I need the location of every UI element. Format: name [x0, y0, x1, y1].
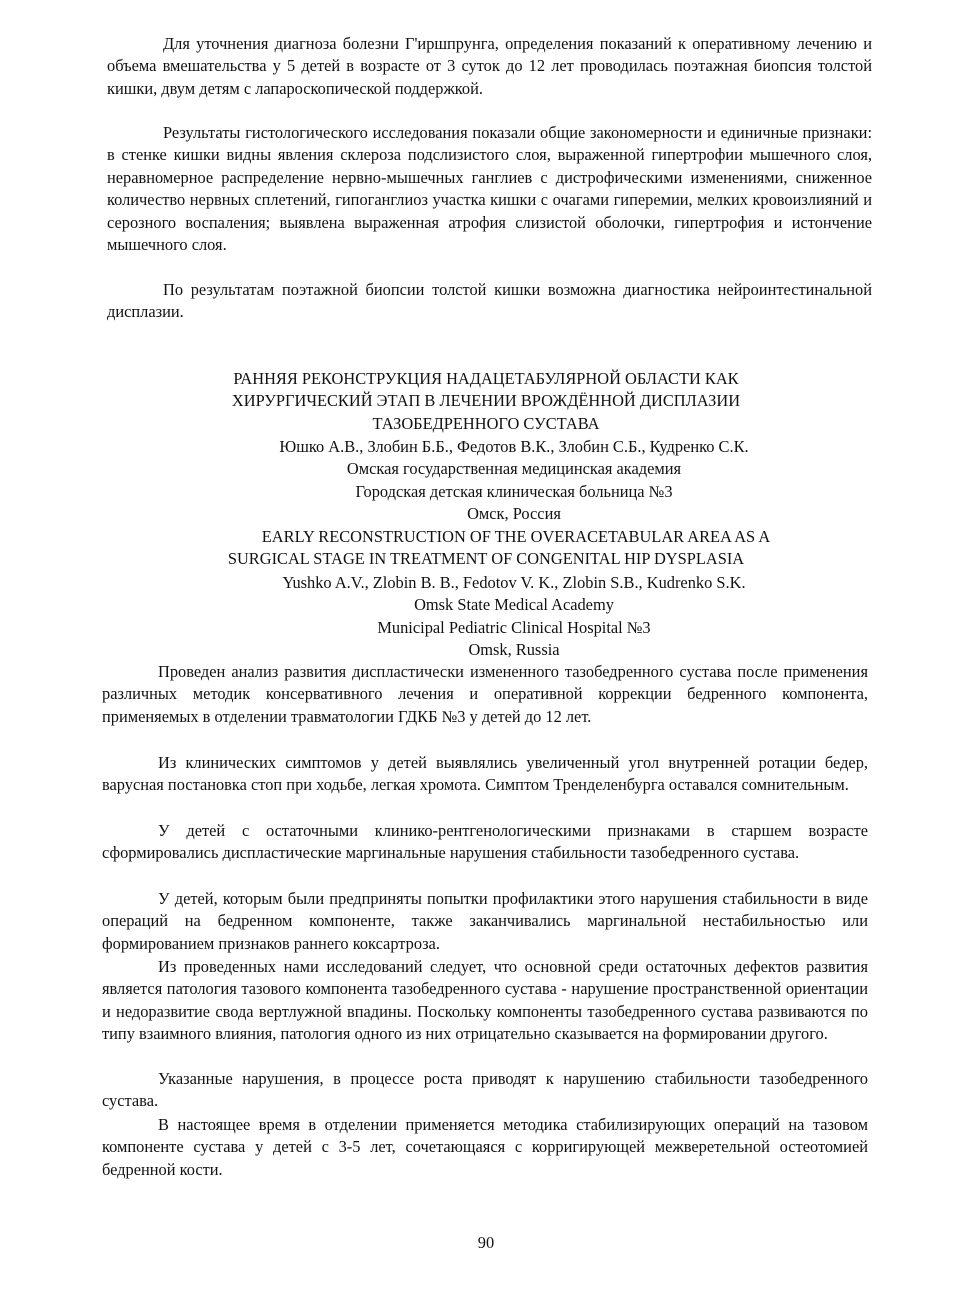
title-ru-line-2: ХИРУРГИЧЕСКИЙ ЭТАП В ЛЕЧЕНИИ ВРОЖДЁННОЙ ДИСПЛАЗИИ	[231, 391, 741, 411]
city-en: Omsk, Russia	[468, 640, 560, 660]
article-title-ru	[0, 368, 972, 435]
authors-en: Yushko A.V., Zlobin B. B., Fedotov V. K., Zlobin S.B., Kudrenko S.K.	[282, 573, 746, 592]
title-en-line-2: SURGICAL STAGE IN TREATMENT OF CONGENITAL HIP DYSPLASIA	[227, 549, 745, 569]
city-ru: Омск, Россия	[467, 504, 561, 524]
authors-ru-block	[0, 436, 972, 526]
body-paragraph-1: Проведен анализ развития диспластически измененного тазобедренного сустава после применения различных методик консервативного лечения и оперативной коррекции бедренного компонента, применяемых в отделении травматологии ГДКБ №3 у детей до 12 лет.	[102, 662, 868, 726]
prev-paragraph-1: Для уточнения диагноза болезни Г'иршпрунга, определения показаний к оперативному лечению и объема вмешательства у 5 детей в возрасте от 3 суток до 12 лет проводилась поэтажная биопсия толстой кишки, двум детям с лапароскопической поддержкой.	[107, 34, 872, 98]
body-paragraph-5: Из проведенных нами исследований следует, что основной среди остаточных дефектов развития является патология тазового компонента тазобедренного сустава - нарушение пространственной ориентации и недоразвитие свода вертлужной впадины. Поскольку компоненты тазобедренного сустава развиваются по типу взаимного влияния, патология одного из них отрицательно сказывается на формировании другого.	[102, 957, 868, 1044]
affiliation-ru-1: Омская государственная медицинская академия	[346, 459, 682, 479]
title-ru-line-3: ТАЗОБЕДРЕННОГО СУСТАВА	[372, 413, 600, 433]
article-title-en	[0, 526, 972, 571]
affiliation-ru-2: Городская детская клиническая больница №3	[355, 481, 673, 501]
title-en-line-1: EARLY RECONSTRUCTION OF THE OVERACETABULAR AREA AS A	[261, 527, 771, 546]
page-number: 90	[477, 1233, 495, 1252]
body-paragraph-6: Указанные нарушения, в процессе роста приводят к нарушению стабильности тазобедренного сустава.	[102, 1069, 868, 1111]
body-paragraph-3: У детей с остаточными клинико-рентгенологическими признаками в старшем возрасте сформировались диспластические маргинальные нарушения стабильности тазобедренного сустава.	[102, 821, 868, 863]
authors-en-block	[0, 572, 972, 662]
affiliation-en-1: Omsk State Medical Academy	[414, 595, 614, 615]
prev-paragraph-2: Результаты гистологического исследования показали общие закономерности и единичные признаки: в стенке кишки видны явления склероза подслизистого слоя, выраженной гипертрофии мышечного слоя, неравномерное распределение нервно-мышечных ганглиев с дистрофическими изменениями, сниженное количество нервных сплетений, гипоганглиоз участка кишки с очагами гиперемии, мелких кровоизлияний и серозного воспаления; выявлена выраженная атрофия слизистой оболочки, гипертрофия и истончение мышечного слоя.	[107, 123, 872, 255]
authors-ru: Юшко А.В., Злобин Б.Б., Федотов В.К., Злобин С.Б., Кудренко С.К.	[279, 437, 749, 456]
body-paragraph-7: В настоящее время в отделении применяется методика стабилизирующих операций на тазовом компоненте сустава у детей с 3-5 лет, сочетающаяся с корригирующей межверетельной остеотомией бедренной кости.	[102, 1115, 868, 1179]
title-ru-line-1: РАННЯЯ РЕКОНСТРУКЦИЯ НАДАЦЕТАБУЛЯРНОЙ ОБЛАСТИ КАК	[233, 369, 739, 388]
affiliation-en-2: Municipal Pediatric Clinical Hospital №3	[377, 617, 651, 637]
prev-paragraph-3: По результатам поэтажной биопсии толстой кишки возможна диагностика нейроинтестинальной дисплазии.	[107, 280, 872, 322]
body-paragraph-2: Из клинических симптомов у детей выявлялись увеличенный угол внутренней ротации бедер, варусная постановка стоп при ходьбе, легкая хромота. Симптом Тренделенбурга оставался сомнительным.	[102, 753, 868, 795]
body-paragraph-4: У детей, которым были предприняты попытки профилактики этого нарушения стабильности в виде операций на бедренном компоненте, также заканчивались маргинальной нестабильностью или формированием признаков раннего коксартроза.	[102, 889, 868, 953]
